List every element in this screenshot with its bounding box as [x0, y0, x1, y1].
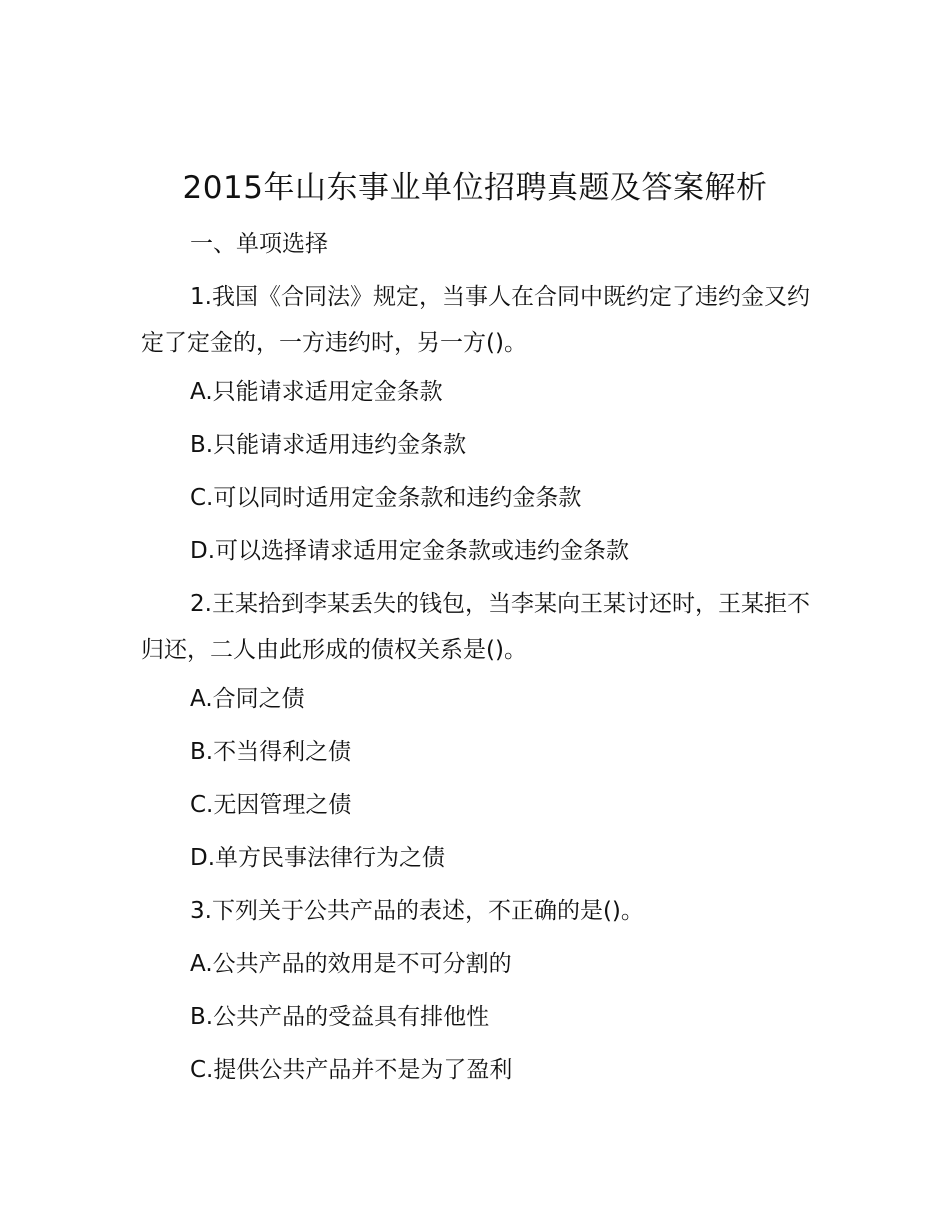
question-2-option-d: D.单方民事法律行为之债	[190, 845, 446, 871]
question-1-option-d: D.可以选择请求适用定金条款或违约金条款	[190, 538, 630, 564]
question-3-option-b: B.公共产品的受益具有排他性	[190, 1004, 490, 1030]
question-2-option-c: C.无因管理之债	[190, 792, 352, 818]
question-2-option-b: B.不当得利之债	[190, 739, 352, 765]
question-1-option-c: C.可以同时适用定金条款和违约金条款	[190, 485, 582, 511]
question-3-stem: 3.下列关于公共产品的表述，不正确的是()。	[190, 898, 644, 924]
question-1-stem: 1.我国《合同法》规定，当事人在合同中既约定了违约金又约定了定金的，一方违约时，另一方()。	[141, 284, 810, 356]
question-2-option-a: A.合同之债	[190, 686, 305, 712]
document-title: 2015年山东事业单位招聘真题及答案解析	[182, 170, 768, 206]
question-2-stem: 2.王某拾到李某丢失的钱包，当李某向王某讨还时，王某拒不归还，二人由此形成的债权关系是()。	[141, 591, 810, 663]
section-heading: 一、单项选择	[190, 231, 328, 257]
question-1-option-a: A.只能请求适用定金条款	[190, 379, 443, 405]
question-3-option-a: A.公共产品的效用是不可分割的	[190, 951, 512, 977]
question-1-option-b: B.只能请求适用违约金条款	[190, 432, 467, 458]
question-3-option-c: C.提供公共产品并不是为了盈利	[190, 1057, 513, 1083]
